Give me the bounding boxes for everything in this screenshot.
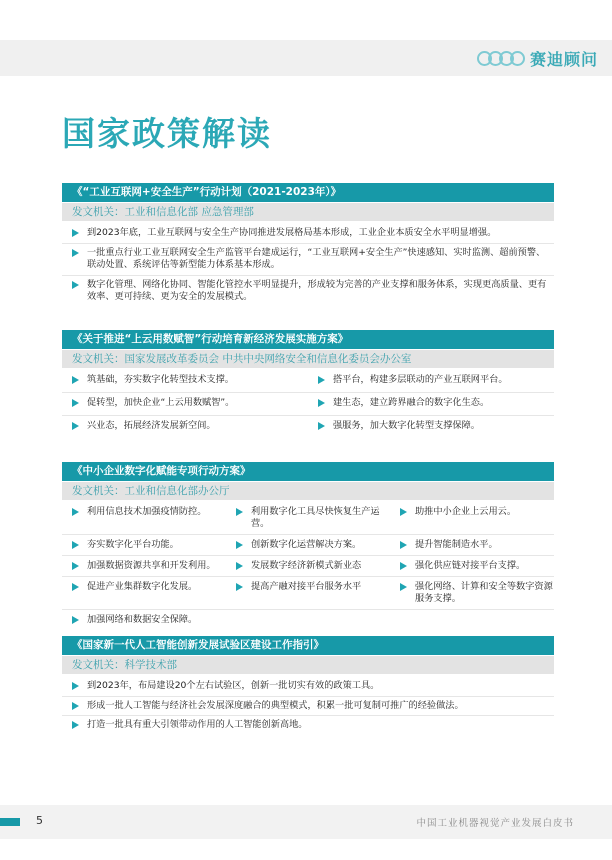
grid-cell-text: 提高产融对接平台服务水平 (251, 581, 362, 592)
bullet-list (62, 677, 554, 735)
grid-cell (62, 393, 308, 415)
arrow-icon (318, 422, 325, 430)
grid-cell (62, 416, 308, 438)
grid-cell (308, 370, 554, 392)
list-item (62, 677, 554, 697)
grid-cell-text: 促转型，加快企业“上云用数赋智”。 (87, 397, 235, 408)
measure-grid (62, 502, 554, 630)
arrow-icon (72, 229, 79, 237)
grid-cell-text: 加强数据资源共享和开发利用。 (87, 560, 216, 571)
section-issuer: 发文机关：工业和信息化部 应急管理部 (62, 203, 554, 221)
grid-row (62, 610, 554, 630)
arrow-icon (72, 376, 79, 384)
grid-cell-text: 促进产业集群数字化发展。 (87, 581, 198, 592)
list-item-text: 打造一批具有重大引领带动作用的人工智能创新高地。 (87, 719, 308, 730)
policy-section-4 (62, 636, 554, 735)
grid-cell-text: 利用信息技术加强疫情防控。 (87, 506, 207, 517)
arrow-icon (318, 376, 325, 384)
grid-cell (62, 556, 226, 576)
grid-cell (62, 535, 226, 555)
grid-cell (62, 502, 226, 534)
logo-text: 赛迪顾问 (529, 49, 598, 69)
grid-cell (308, 393, 554, 415)
policy-section-2 (62, 330, 554, 438)
arrow-icon (400, 562, 407, 570)
arrow-icon (72, 541, 79, 549)
section-title: 《国家新一代人工智能创新发展试验区建设工作指引》 (62, 636, 554, 655)
grid-cell-text: 提升智能制造水平。 (415, 539, 498, 550)
grid-cell (62, 370, 308, 392)
grid-row (62, 370, 554, 393)
ccid-logo-mark (477, 51, 525, 66)
list-item-text: 到2023年，布局建设20个左右试验区，创新一批切实有效的政策工具。 (87, 680, 380, 691)
grid-row (62, 577, 554, 610)
arrow-icon (400, 508, 407, 516)
policy-section-3 (62, 462, 554, 630)
arrow-icon (72, 583, 79, 591)
grid-row (62, 556, 554, 577)
section-issuer: 发文机关：科学技术部 (62, 656, 554, 674)
section-title: 《中小企业数字化赋能专项行动方案》 (62, 462, 554, 481)
grid-cell-text: 搭平台，构建多层联动的产业互联网平台。 (333, 374, 508, 385)
grid-cell-text: 强服务，加大数字化转型支撑保障。 (333, 420, 480, 431)
grid-cell-text: 强化供应链对接平台支撑。 (415, 560, 526, 571)
page-title: 国家政策解读 (62, 114, 272, 153)
arrow-icon (72, 702, 79, 710)
arrow-icon (400, 583, 407, 591)
grid-cell (226, 535, 390, 555)
arrow-icon (72, 682, 79, 690)
section-title: 《“工业互联网+安全生产”行动计划（2021-2023年）》 (62, 183, 554, 202)
section-title: 《关于推进“上云用数赋智”行动培育新经济发展实施方案》 (62, 330, 554, 349)
arrow-icon (72, 422, 79, 430)
grid-row (62, 535, 554, 556)
section-issuer: 发文机关：国家发展改革委员会 中共中央网络安全和信息化委员会办公室 (62, 350, 554, 368)
list-item (62, 276, 554, 307)
grid-cell (390, 556, 554, 576)
arrow-icon (236, 541, 243, 549)
grid-cell-text: 强化网络、计算和安全等数字资源服务支撑。 (415, 581, 553, 604)
list-item (62, 224, 554, 244)
grid-cell-text: 加强网络和数据安全保障。 (87, 614, 198, 625)
list-item-text: 一批重点行业工业互联网安全生产监管平台建成运行，“工业互联网+安全生产”快速感知、实时监测、超前预警、联动处置、系统评估等新型能力体系基本形成。 (87, 246, 546, 270)
arrow-icon (236, 562, 243, 570)
list-item-text: 到2023年底，工业互联网与安全生产协同推进发展格局基本形成，工业企业本质安全水平明显增强。 (87, 227, 497, 238)
grid-cell (308, 416, 554, 438)
grid-cell-text: 兴业态，拓展经济发展新空间。 (87, 420, 216, 431)
grid-row (62, 393, 554, 416)
grid-cell-text: 建生态，建立跨界融合的数字化生态。 (333, 397, 490, 408)
list-item-text: 数字化管理、网络化协同、智能化管控水平明显提升，形成较为完善的产业支撑和服务体系，实现更高质量、更有效率、更可持续、更为安全的发展模式。 (87, 278, 547, 302)
page-number: 5 (36, 814, 43, 827)
arrow-icon (72, 249, 79, 257)
section-issuer: 发文机关：工业和信息化部办公厅 (62, 482, 554, 500)
measure-grid (62, 370, 554, 438)
arrow-icon (72, 399, 79, 407)
footer-document-title: 中国工业机器视觉产业发展白皮书 (416, 818, 574, 829)
arrow-icon (236, 508, 243, 516)
grid-cell-text: 创新数字化运营解决方案。 (251, 539, 362, 550)
arrow-icon (400, 541, 407, 549)
grid-cell-text: 发展数字经济新模式新业态 (251, 560, 362, 571)
bullet-list (62, 224, 554, 307)
arrow-icon (72, 562, 79, 570)
grid-cell-text: 助推中小企业上云用云。 (415, 506, 517, 517)
footer-accent-bar (0, 818, 20, 826)
grid-cell (226, 577, 390, 609)
grid-row (62, 416, 554, 438)
grid-cell (390, 535, 554, 555)
grid-cell (226, 556, 390, 576)
ccid-logo (477, 44, 598, 72)
arrow-icon (72, 508, 79, 516)
grid-cell (62, 577, 226, 609)
grid-row (62, 502, 554, 535)
grid-cell-text: 夯实数字化平台功能。 (87, 539, 179, 550)
grid-cell-text: 利用数字化工具尽快恢复生产运营。 (251, 506, 380, 529)
list-item (62, 716, 554, 735)
arrow-icon (72, 721, 79, 729)
grid-cell (62, 610, 226, 630)
arrow-icon (72, 616, 79, 624)
arrow-icon (72, 281, 79, 289)
list-item-text: 形成一批人工智能与经济社会发展深度融合的典型模式，积累一批可复制可推广的经验做法。 (87, 699, 464, 711)
arrow-icon (236, 583, 243, 591)
grid-cell (390, 577, 554, 609)
policy-section-1 (62, 183, 554, 307)
grid-cell-text: 筑基础，夯实数字化转型技术支撑。 (87, 374, 234, 385)
grid-cell (226, 502, 390, 534)
grid-cell (390, 502, 554, 534)
arrow-icon (318, 399, 325, 407)
list-item (62, 697, 554, 717)
list-item (62, 244, 554, 276)
